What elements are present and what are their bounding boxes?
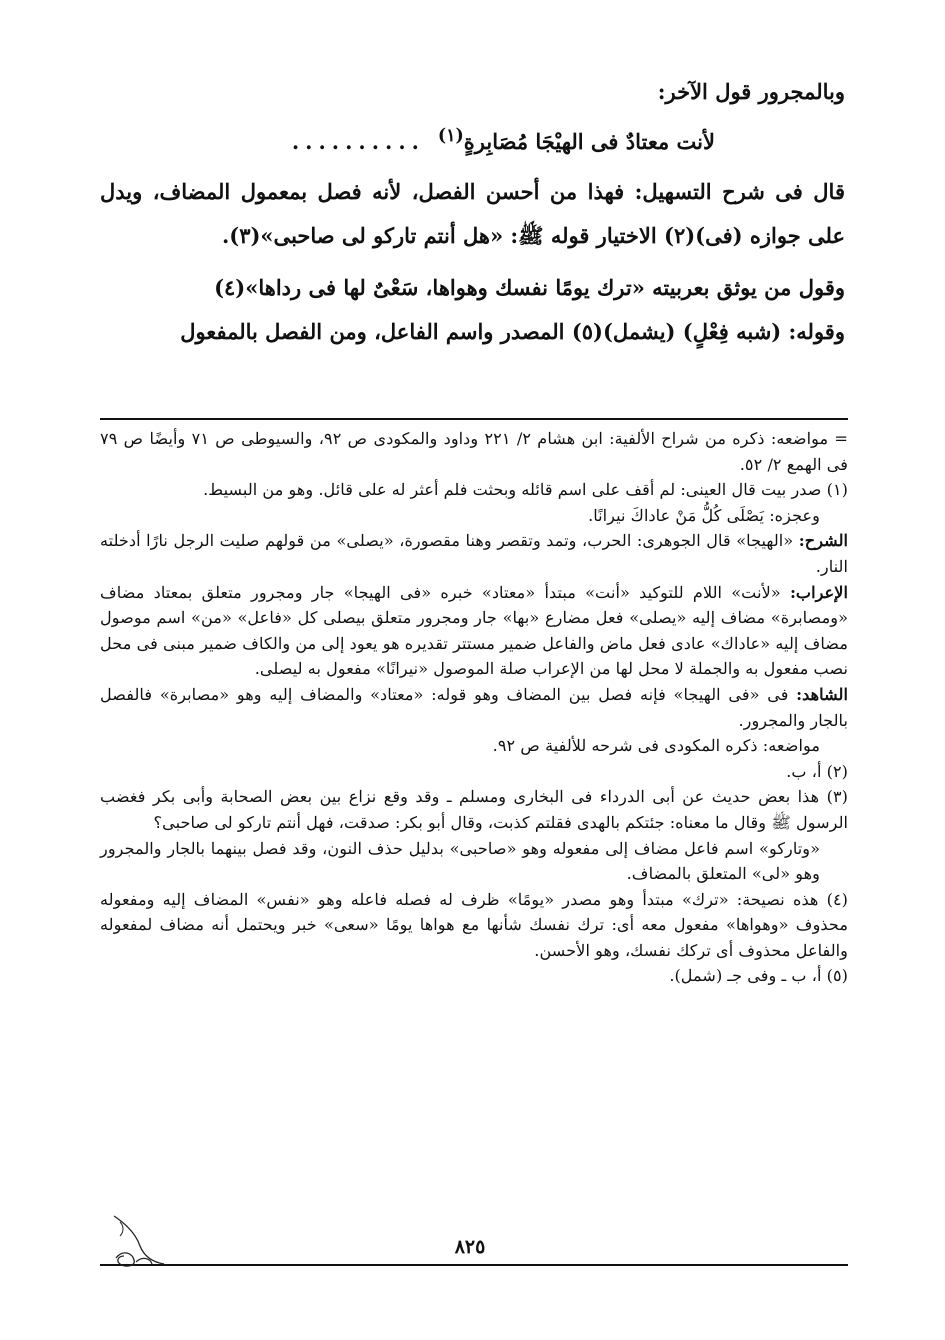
paragraph-quote: وقول من يوثق بعربيته «ترك يومًا نفسك وهواها، سَعْىٌ لها فى رداها»(٤): [214, 275, 845, 300]
irab-label: الإعراب:: [789, 582, 848, 602]
paragraph-shibh-fil: وقوله: (شبه فِعْلٍ) (يشمل)(٥) المصدر واسم الفاعل، ومن الفصل بالمفعول: [180, 319, 845, 344]
footer-rule: [100, 1264, 848, 1266]
verse-first-half: لأنت معتادٌ فى الهيْجَا مُصَابِرةٍ$^{(١)}$: [437, 126, 715, 154]
footnote-3: (٣) هذا بعض حديث عن أبى الدرداء فى البخارى ومسلم ـ وقد وقع نزاع بين بعض الصحابة وأبى بكر فغضب الرسول ﷺ وقال ما معناه: جئتكم بالهدى فقلتم كذبت، وقال أبو بكر: صدقت، فهل أنتم تاركو لى صاحبى؟: [100, 787, 848, 832]
verse-missing-half: ..........: [291, 129, 425, 154]
footnote-5: (٥) أ، ب ـ وفى جـ (شمل).: [669, 966, 848, 986]
footnote-1-shahid: الشاهد: فى «فى الهيجا» فإنه فصل بين المضاف وهو قوله: «معتاد» والمضاف إليه وهو «مصابرة» فالفصل بالجار والمجرور.: [100, 684, 848, 730]
footnote-4: (٤) هذه نصيحة: «ترك» مبتدأ وهو مصدر «يومًا» ظرف له فصله فاعله وهو «نفس» المضاف إليه ومفعوله محذوف «وهواها» مفعول معه أى: ترك نفسك شأنها مع هواها يومًا «سعى» خبر ويحتمل أنه مضاف لمفعوله والفاعل محذوف أى تركك نفسك، وهو الأحسن.: [100, 889, 848, 960]
footnotes: [100, 426, 848, 989]
footnote-1: (١) صدر بيت قال العينى: لم أقف على اسم قائله وبحثت فلم أعثر له على قائل. وهو من البسيط.: [203, 480, 848, 500]
footnote-1-irab: الإعراب: «لأنت» اللام للتوكيد «أنت» مبتدأ «معتاد» خبره «فى الهيجا» جار ومجرور متعلق بمعتاد مضاف «ومصابرة» مضاف إليه «يصلى» فعل مضارع «بها» جار ومجرور متعلق بيصلى كل «فاعل» «من» اسم موصول مضاف إليه «عاداك» عادى فعل ماض والفاعل ضمير مستتر تقديره هو يعود إلى من والكاف ضمير مبنى فى محل نصب مفعول به والجملة لا محل لها من الإعراب صلة الموصول «نيرانًا» مفعول به ليصلى.: [100, 582, 848, 679]
footnote-1-mawadi: مواضعه: ذكره المكودى فى شرحه للألفية ص ٩٢.: [492, 736, 820, 756]
shahid-label: الشاهد:: [796, 684, 848, 704]
main-text: [100, 70, 845, 354]
verse-line: [100, 114, 845, 164]
ornament-icon: [106, 1212, 170, 1272]
footnote-3-b: «وتاركو» اسم فاعل مضاف إلى مفعوله وهو «صاحبى» بدليل حذف النون، وقد فصل بينهما بالجار والمجرور وهو «لى» المتعلق بالمضاف.: [100, 838, 820, 884]
footnote-1-sharh: الشرح: «الهيجا» قال الجوهرى: الحرب، وتمد وتقصر وهنا مقصورة، «يصلى» من قولهم صليت الرجل نارًا أدخلته النار.: [100, 531, 848, 576]
footnote-ref: (١): [437, 126, 464, 146]
intro-line: وبالمجرور قول الآخر:: [657, 79, 845, 104]
paragraph-tashil: قال فى شرح التسهيل: فهذا من أحسن الفصل، لأنه فصل بمعمول المضاف، ويدل على جوازه (فى)(٢) الاختيار قوله ﷺ: «هل أنتم تاركو لى صاحبى»(٣).: [100, 179, 845, 248]
footnote-1-ajz: وعجزه: يَصْلَى كُلُّ مَنْ عاداكَ نيرانًا.: [588, 505, 820, 525]
page-number: ٨٢٥: [454, 1236, 486, 1258]
footnote-continued: = مواضعه: ذكره من شراح الألفية: ابن هشام ٢/ ٢٢١ وداود والمكودى ص ٩٢، والسيوطى ص ٧١ وأيضًا ص ٧٩ فى الهمع ٢/ ٥٢.: [100, 429, 848, 474]
sharh-label: الشرح:: [798, 531, 848, 551]
footnote-separator: [100, 418, 848, 420]
footnote-2: (٢) أ، ب.: [786, 761, 848, 781]
